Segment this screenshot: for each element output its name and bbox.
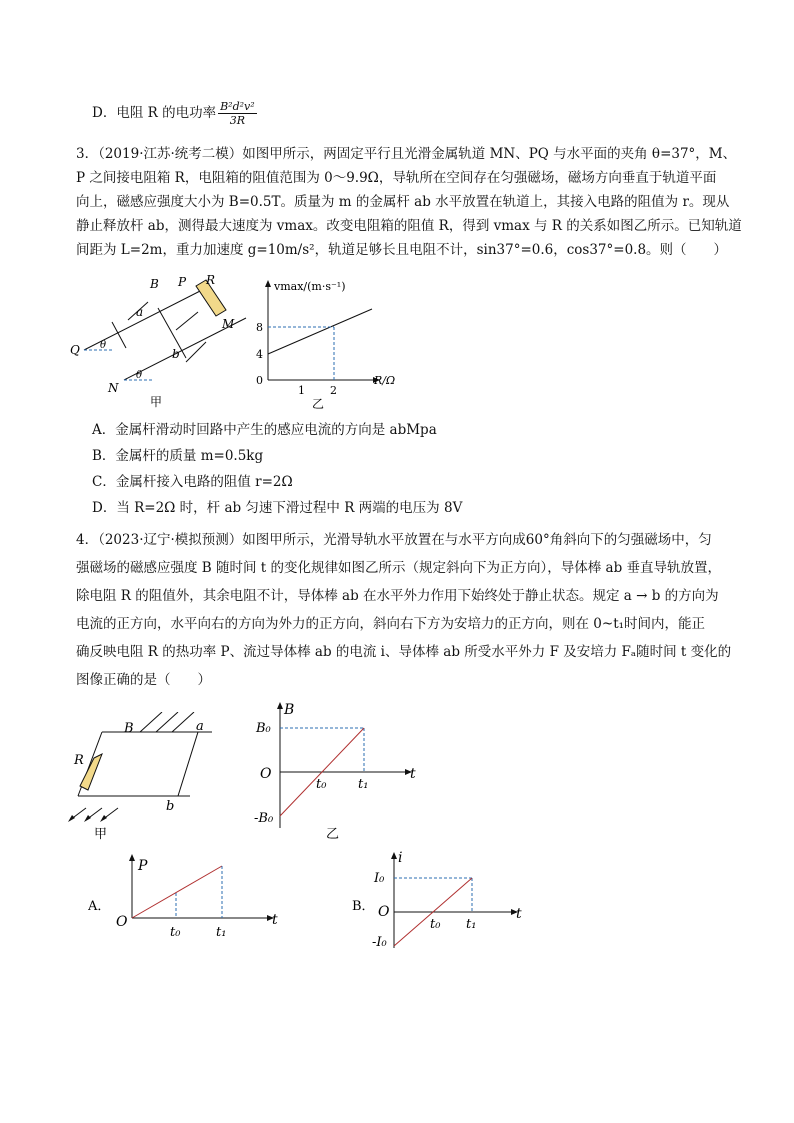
label-N: N [108,381,119,395]
label-t0: t₀ [316,777,327,792]
label-t0: t₀ [430,917,441,932]
label-a: a [196,719,204,734]
label-t0: t₀ [170,925,181,940]
q3-line-1: 3．（2019·江苏·统考二模）如图甲所示，两固定平行且光滑金属轨道 MN、PQ 与水平面的夹角 θ=37°，M、 [76,146,737,162]
label-t1: t₁ [466,917,477,932]
label-B: B [124,721,134,736]
q4-option-b-graph [346,848,536,952]
label-a: a [136,305,144,319]
tick-y-4: 4 [256,348,263,361]
caption-jia: 甲 [94,827,108,842]
label-neg-B0: -B₀ [254,811,274,826]
q4-line-1: 4．（2023·辽宁·模拟预测）如图甲所示，光滑导轨水平放置在与水平方向成60°角斜向下的匀强磁场中，匀 [76,532,712,548]
tick-y-8: 8 [256,321,263,334]
q4-line-5: 确反映电阻 R 的热功率 P、流过导体棒 ab 的电流 i、导体棒 ab 所受水平外力 F 及安培力 Fₐ随时间 t 变化的 [76,644,732,660]
label-b: b [166,799,175,814]
label-theta-1: θ [100,340,107,351]
axis-label-t: t [272,912,278,928]
q3-option-a: A．金属杆滑动时回路中产生的感应电流的方向是 abMpa [92,422,437,438]
option-a-label: A． [88,899,111,914]
axis-label-P: P [138,858,148,874]
label-B: B [150,277,159,291]
origin-label: O [260,766,272,782]
q3-option-c: C．金属杆接入电路的阻值 r=2Ω [92,474,293,490]
fraction: $\frac{\text{B²d²v²}}{3R}$ [220,100,255,127]
q4-line-3: 除电阻 R 的阻值外，其余电阻不计，导体棒 ab 在水平外力作用下始终处于静止状态。规定 a → b 的方向为 [76,588,719,604]
caption-yi: 乙 [312,397,325,410]
q4-figure-jia [66,712,226,842]
q2-option-d: D．电阻 R 的电功率 $\frac{\text{B²d²v²}}{3R}$ [92,100,255,127]
label-t1: t₁ [358,777,369,792]
caption-yi: 乙 [326,827,340,842]
tick-x-1: 1 [298,384,305,397]
label-neg-I0: -I₀ [372,935,387,950]
tick-x-2: 2 [330,384,337,397]
label-P: P [178,275,187,289]
caption-jia: 甲 [150,395,163,409]
q3-option-b: B．金属杆的质量 m=0.5kg [92,448,264,464]
q3-line-3: 向上，磁感应强度大小为 B=0.5T。质量为 m 的金属杆 ab 水平放置在轨道上，其接入电路的阻值为 r。现从 [76,194,730,210]
q3-figure-jia [66,270,256,410]
label-b: b [172,347,180,361]
q3-line-5: 间距为 L=2m，重力加速度 g=10m/s²，轨道足够长且电阻不计，sin37°=0.6，cos37°=0.8。则（ ） [76,242,728,258]
axis-label-vmax: vmax/(m·s⁻¹) [274,280,346,293]
origin-label: 0 [256,374,263,387]
q3-option-d: D．当 R=2Ω 时，杆 ab 匀速下滑过程中 R 两端的电压为 8V [92,500,463,516]
q3-line-2: P 之间接电阻箱 R，电阻箱的阻值范围为 0～9.9Ω，导轨所在空间存在匀强磁场，磁场方向垂直于轨道平面 [76,170,717,186]
axis-label-B: B [284,702,295,718]
option-b-label: B． [352,899,375,914]
q4-line-4: 电流的正方向，水平向右的方向为外力的正方向，斜向右下方为安培力的正方向，则在 0~t₁时间内，能正 [76,616,706,632]
axis-label-t: t [410,766,416,782]
q3-figure-yi [256,276,406,410]
label-R: R [206,273,216,287]
label-t1: t₁ [216,925,227,940]
axis-label-R: R/Ω [374,374,396,387]
origin-label: O [378,904,390,920]
label-I0: I₀ [374,871,385,886]
q4-figure-yi [252,700,422,842]
q4-line-2: 强磁场的磁感应强度 B 随时间 t 的变化规律如图乙所示（规定斜向下为正方向），导体棒 ab 垂直导轨放置， [76,560,722,576]
label-Q: Q [70,343,80,357]
origin-label: O [116,914,128,930]
q4-line-6: 图像正确的是（ ） [76,672,211,688]
q3-line-4: 静止释放杆 ab，测得最大速度为 vmax。改变电阻箱的阻值 R，得到 vmax 与 R 的关系如图乙所示。已知轨道 [76,218,742,234]
q4-option-a-graph [88,852,298,942]
label-theta-2: θ [136,370,143,381]
axis-label-i: i [398,850,403,866]
label-R: R [74,753,84,768]
label-B0: B₀ [256,721,271,736]
axis-label-t: t [516,906,522,922]
label-M: M [222,317,235,331]
